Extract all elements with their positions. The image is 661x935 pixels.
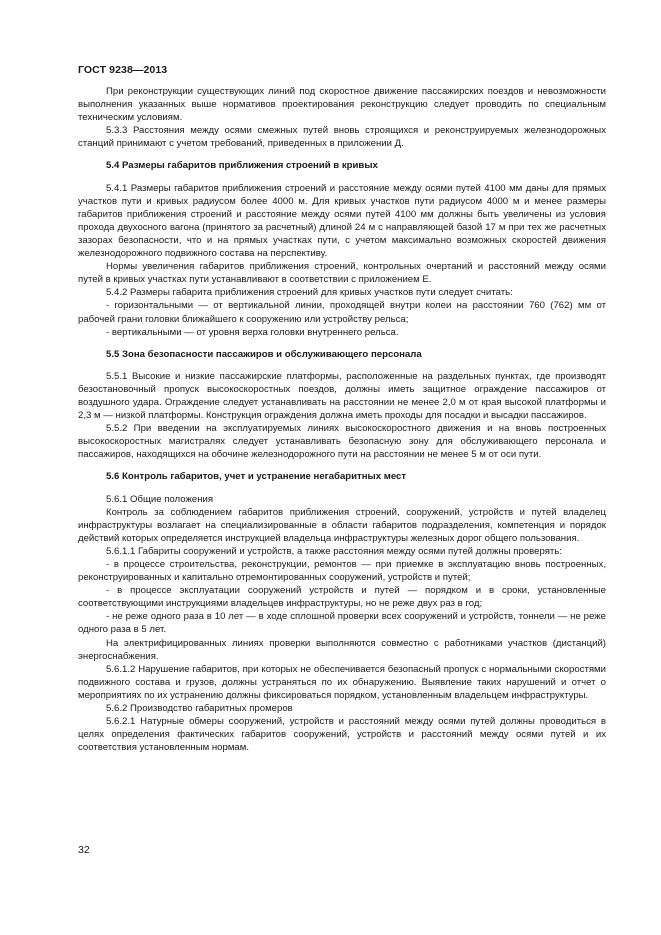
list-item: - горизонтальными — от вертикальной линии, проходящей внутри колеи на расстоянии 760 (762) мм от рабочей грани головки ближайшего к сооружению или устройству рельса; — [78, 300, 606, 325]
document-body — [78, 85, 606, 754]
paragraph: 5.6.1 Общие положения — [106, 493, 214, 505]
section-heading: 5.4 Размеры габаритов приближения строений в кривых — [106, 160, 378, 172]
paragraph: 5.5.2 При введении на эксплуатируемых линиях высокоскоростного движения и на вновь построенных высокоскоростных магистралях следует устанавливать безопасную зону для обслуживающего персонала и пассажиров, находящихся на обочине железнодорожного пути на расстоянии не менее 5 м от оси пути. — [78, 423, 606, 461]
paragraph: 5.6.1.1 Габариты сооружений и устройств, а также расстояния между осями путей должны проверять: — [106, 545, 562, 557]
paragraph: Контроль за соблюдением габаритов приближения строений, сооружений, устройств и путей владелец инфраструктуры возлагает на специализированные в области габаритов подразделения, компетенция и порядок действий которых определяется инструкцией владельца инфраструктуры железных дорог общего пользования. — [78, 506, 606, 544]
list-item: - в процессе строительства, реконструкции, ремонтов — при приемке в эксплуатацию вновь построенных, реконструированных и капитально отремонтированных сооружений, устройств и путей; — [78, 559, 606, 584]
paragraph: Нормы увеличения габаритов приближения строений, контрольных очертаний и расстояний между осями путей в кривых участках пути устанавливают в соответствии с приложением Е. — [78, 261, 606, 286]
list-item: - в процессе эксплуатации сооружений устройств и путей — порядком и в сроки, установленные соответствующими инструкциями владельцев инфраструктуры, но не реже двух раз в год; — [78, 585, 606, 610]
list-item: - вертикальными — от уровня верха головки внутреннего рельса. — [106, 326, 399, 338]
paragraph: На электрифицированных линиях проверки выполняются совместно с работниками участков (дистанций) энергоснабжения. — [78, 637, 606, 662]
section-heading: 5.5 Зона безопасности пассажиров и обслуживающего персонала — [106, 348, 422, 360]
paragraph: 5.5.1 Высокие и низкие пассажирские платформы, расположенные на раздельных пунктах, где производят безостановочный пропуск высокоскоростных поездов, должны иметь защитное ограждение пассажиров от воздушного удара. Ограждение следует устанавливать на расстоянии не менее 2,0 м от края высокой платформы и 2,3 м — низкой платформы. Конструкция ограждения должна иметь проходы для посадки и высадки пассажиров. — [78, 370, 606, 422]
paragraph: 5.6.2.1 Натурные обмеры сооружений, устройств и расстояний между осями путей должны проводиться в целях определения фактических габаритов сооружений, устройств и расстояний между осями путей и их соответствия установленным нормам. — [78, 716, 606, 754]
document-header: ГОСТ 9238—2013 — [78, 64, 168, 76]
paragraph: 5.4.2 Размеры габарита приближения строений для кривых участков пути следует считать: — [106, 287, 513, 299]
paragraph: 5.3.3 Расстояния между осями смежных путей вновь строящихся и реконструируемых железнодорожных станций принимают с учетом требований, приведенных в приложении Д. — [78, 125, 606, 150]
paragraph: 5.6.2 Производство габаритных промеров — [106, 703, 293, 715]
page-number: 32 — [78, 844, 90, 856]
paragraph: 5.6.1.2 Нарушение габаритов, при которых не обеспечивается безопасный пропуск с нормальными скоростями подвижного состава и грузов, должны устраняться по их обнаружению. Выявление таких нарушений и отчет о мероприятиях по их устранению должны фиксироваться порядком, установленным владельцем инфраструктуры. — [78, 663, 606, 701]
paragraph: При реконструкции существующих линий под скоростное движение пассажирских поездов и невозможности выполнения указанных выше нормативов проектирования реконструкцию следует проводить по специальным техническим условиям. — [78, 86, 606, 124]
paragraph: 5.4.1 Размеры габаритов приближения строений и расстояние между осями путей 4100 мм даны для прямых участков пути и кривых радиусом более 4000 м. Для кривых участков пути радиусом 4000 м и менее размеры габаритов приближения строений и расстояние между осями путей 4100 мм должны быть увеличены из условия прохода двухосного вагона (принятого за расчетный) длиной 24 м с направляющей базой 17 м при тех же расчетных зазорах безопасности, что и на прямых участках пути, с учетом максимально возможных скоростей движения железнодорожного подвижного состава на перспективу. — [78, 182, 606, 260]
list-item: - не реже одного раза в 10 лет — в ходе сплошной проверки всех сооружений и устройств, тоннели — не реже одного раза в 5 лет. — [78, 611, 606, 636]
section-heading: 5.6 Контроль габаритов, учет и устранение негабаритных мест — [106, 471, 407, 483]
